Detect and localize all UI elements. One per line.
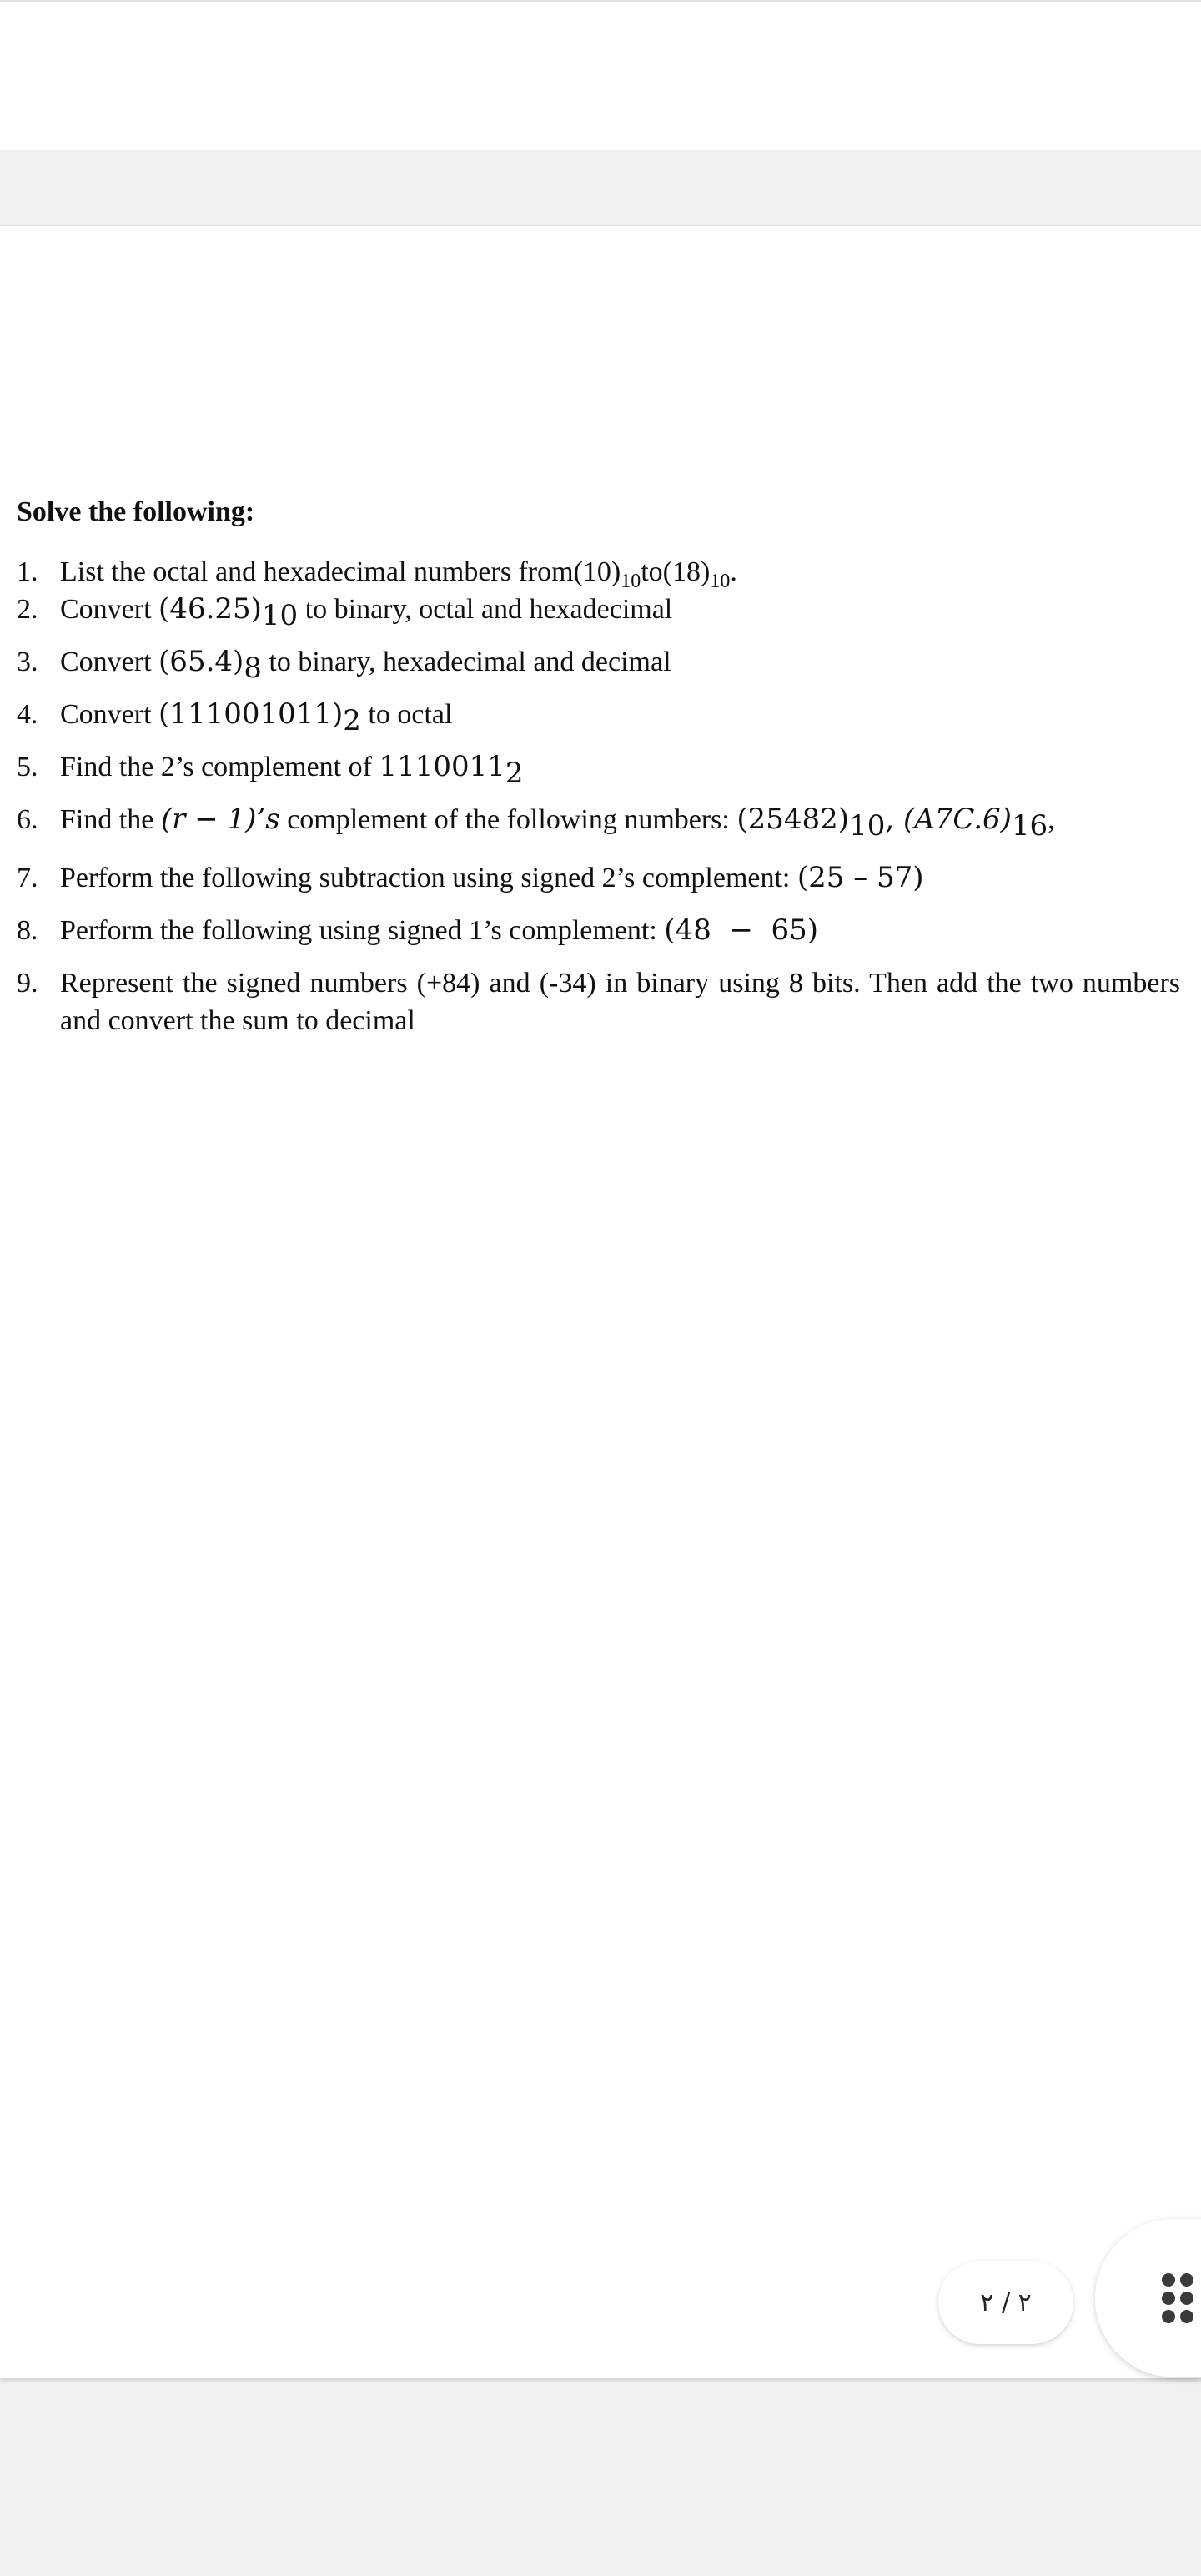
list-item-text: Perform the following using signed 1’s complement: (48 − 65) [60, 913, 819, 947]
list-item-text: List the octal and hexadecimal numbers $from(10)_{10}to(18)_{10}$. [60, 556, 737, 592]
list-item-text: Perform the following subtraction using signed 2’s complement: (25 – 57) [60, 861, 924, 894]
list-item-text: Represent the signed numbers (+84) and (-34) in binary using 8 bits. Then add the two numbers and convert the sum to decimal [60, 968, 1180, 1036]
page-indicator[interactable]: ٢ / ٢ [938, 2261, 1073, 2344]
list-item-text: Convert $(65.4)_8$ to binary, hexadecimal and decimal [60, 645, 671, 685]
list-item-text: Find the 2’s complement of $1110011_2$ [60, 750, 524, 790]
grid-dots-icon[interactable] [1162, 2273, 1195, 2325]
page-gap [0, 150, 1201, 225]
document-heading: Solve the following: [17, 496, 255, 527]
list-item-text: Find the (r − 1)’s complement of the following numbers: $(25482)_{10}$, $(A7C.6)_{16}$, [60, 802, 1055, 843]
list-item-text: Convert $(46.25)_{10}$ to binary, octal and hexadecimal [60, 592, 673, 632]
list-item-text: Convert $(111001011)_2$ to octal [60, 697, 453, 737]
document-page [0, 225, 1201, 2378]
previous-page-bottom [0, 0, 1201, 150]
